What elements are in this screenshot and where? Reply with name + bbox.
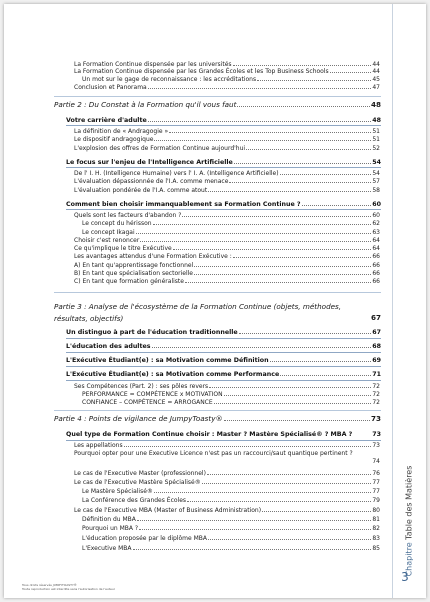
toc-entry-title: Conclusion et Panorama: [74, 84, 147, 91]
page-number: 3: [401, 570, 409, 584]
toc-entry-title: Partie 4 : Points de vigilance de JumpyToasty®: [54, 414, 223, 423]
toc-entry-page: 64: [372, 245, 380, 252]
toc-entry-page: 44: [372, 61, 380, 68]
toc-entry-title: Partie 3 : Analyse de l'écosystème de la Formation Continue (objets, méthodes, résultats, objectifs): [54, 302, 342, 323]
footer-line: Toute reproduction est interdite sans l'autorisation de l'auteur: [22, 586, 115, 591]
toc-entry[interactable]: [74, 507, 380, 514]
toc-leader: [237, 102, 370, 107]
section-divider: [66, 440, 381, 441]
toc-entry-title: Quel type de Formation Continue choisir : Master ? Mastère Spécialisé® ? MBA ?: [66, 431, 353, 438]
toc-entry-title: L'Exécutive Étudiant(e) : sa Motivation comme Performance: [66, 371, 280, 378]
toc-leader: [208, 187, 371, 192]
toc-section-heading[interactable]: [66, 371, 381, 378]
section-divider: [66, 338, 381, 339]
toc-entry-title: Un distinguo à part de l'éducation traditionnelle: [66, 329, 238, 336]
toc-entry[interactable]: [74, 170, 380, 177]
toc-leader: [233, 253, 372, 258]
toc-entry-page: 80: [372, 507, 380, 514]
toc-entry-page: 62: [372, 220, 380, 227]
toc-entry-title: Votre carrière d'adulte: [66, 117, 147, 124]
toc-leader: [229, 178, 371, 183]
toc-entry-title: Le concept du hérisson: [82, 220, 152, 227]
toc-entry-page: 60: [372, 212, 380, 219]
toc-entry[interactable]: [82, 229, 380, 236]
toc-entry-page: 77: [372, 488, 380, 495]
toc-entry[interactable]: [82, 545, 380, 552]
toc-entry-title: Le cas de l'Executive Master (professionnel): [74, 470, 206, 477]
toc-entry-title: L'Executive MBA: [82, 545, 132, 552]
toc-entry-page: 45: [372, 76, 380, 83]
toc-entry[interactable]: [74, 253, 380, 260]
toc-leader: [173, 245, 372, 250]
toc-leader: [194, 270, 371, 275]
toc-leader: [154, 488, 371, 493]
toc-leader: [133, 545, 372, 550]
toc-entry[interactable]: [82, 525, 380, 532]
toc-entry-page: 76: [372, 470, 380, 477]
toc-leader: [257, 76, 371, 81]
toc-entry-page: 81: [372, 516, 380, 523]
toc-leader: [270, 357, 372, 362]
toc-entry-title: Le cas de l'Executive MBA (Master of Business Administration): [74, 507, 262, 514]
toc-leader: [152, 343, 372, 348]
toc-leader: [302, 201, 372, 206]
toc-leader: [234, 159, 371, 164]
toc-entry-page: 63: [372, 229, 380, 236]
toc-entry-title: PERFORMANCE = COMPÉTENCE x MOTIVATION: [82, 391, 223, 398]
toc-entry[interactable]: [74, 470, 380, 477]
toc-leader: [124, 442, 372, 447]
toc-entry-page: 67: [370, 313, 381, 322]
toc-entry-title: Pourquoi un MBA ?: [82, 525, 139, 532]
toc-entry-title: Le dispositif andragogique: [74, 136, 154, 143]
toc-entry-page: 44: [372, 68, 380, 75]
toc-entry-page: 72: [372, 399, 380, 406]
toc-entry-title: Le cas de l'Executive Mastère Spécialisé®: [74, 479, 201, 486]
toc-entry-title: La Formation Continue dispensée par les Grandes Écoles et les Top Business Schools: [74, 68, 329, 75]
toc-leader: [169, 128, 371, 133]
toc-entry-title: L'éducation des adultes: [66, 343, 151, 350]
toc-leader: [224, 391, 372, 396]
toc-section-heading[interactable]: [66, 329, 381, 336]
toc-entry-page: 47: [372, 84, 380, 91]
toc-leader: [194, 262, 371, 267]
copyright-footer: [22, 584, 115, 592]
toc-leader: [154, 136, 371, 141]
toc-entry-title: L'évaluation pondérée de l'I.A. comme atout: [74, 187, 208, 194]
toc-entry-title: CONFIANCE – COMPÉTENCE = ARROGANCE: [82, 399, 213, 406]
toc-entry-page: 66: [372, 270, 380, 277]
toc-leader: [209, 383, 371, 388]
toc-section-heading[interactable]: [66, 117, 381, 124]
section-divider: [66, 366, 381, 367]
toc-entry-page: 52: [372, 145, 380, 152]
toc-entry[interactable]: [82, 391, 380, 398]
toc-entry-title: La Conférence des Grandes Écoles: [82, 497, 187, 504]
table-of-contents: [4, 4, 426, 598]
toc-leader: [280, 371, 371, 376]
toc-leader: [153, 220, 372, 225]
toc-entry-page: 54: [372, 159, 381, 166]
toc-entry-page: 85: [372, 545, 380, 552]
toc-part-heading[interactable]: [54, 415, 381, 422]
toc-entry[interactable]: [82, 497, 380, 504]
toc-entry[interactable]: [74, 84, 380, 91]
toc-leader: [208, 535, 371, 540]
toc-entry[interactable]: [74, 61, 380, 68]
toc-entry-page: 72: [372, 391, 380, 398]
toc-leader: [185, 278, 371, 283]
chapter-title: Table des Matières: [404, 465, 414, 540]
toc-entry[interactable]: [74, 442, 380, 449]
toc-section-heading[interactable]: [66, 159, 381, 166]
toc-entry-page: 51: [372, 136, 380, 143]
toc-entry[interactable]: [74, 128, 380, 135]
toc-entry[interactable]: [74, 278, 380, 285]
toc-leader: [140, 237, 371, 242]
toc-entry-title: De l' I. H. (Intelligence Humaine) vers l' I. A. (Intelligence Artificielle): [74, 170, 279, 177]
part-divider: [54, 410, 381, 411]
toc-entry-page: 74: [372, 458, 380, 465]
toc-leader: [148, 117, 371, 122]
toc-entry-title: A) En tant qu'apprentissage fonctionnel: [74, 262, 194, 269]
toc-entry-page: 64: [372, 237, 380, 244]
chapter-word: Chapitre: [404, 542, 414, 577]
toc-entry[interactable]: [82, 76, 380, 83]
toc-entry-title: Choisir c'est renoncer: [74, 237, 140, 244]
toc-entry-title: Quels sont les facteurs d'abandon ?: [74, 212, 182, 219]
toc-entry-page: 72: [372, 383, 380, 390]
toc-leader: [214, 399, 372, 404]
toc-entry-title: L'explosion des offres de Formation Continue aujourd'hui: [74, 145, 246, 152]
toc-entry-title: Le focus sur l'enjeu de l'Intelligence Artificielle: [66, 159, 233, 166]
toc-leader: [136, 229, 372, 234]
toc-entry-page: 77: [372, 479, 380, 486]
sidebar-divider: [392, 4, 393, 598]
toc-entry-page: 79: [372, 497, 380, 504]
toc-entry[interactable]: [74, 270, 380, 277]
toc-entry-page: 82: [372, 525, 380, 532]
toc-entry[interactable]: [74, 187, 380, 194]
toc-entry[interactable]: [82, 220, 380, 227]
toc-entry-title: C) En tant que formation généraliste: [74, 278, 184, 285]
toc-entry-title: Les avantages attendus d'une Formation Exécutive :: [74, 253, 232, 260]
toc-leader: [137, 516, 371, 521]
toc-entry-title: Un mot sur le gage de reconnaissance : les accréditations: [82, 76, 257, 83]
toc-entry[interactable]: [74, 68, 380, 75]
toc-entry-page: 54: [372, 170, 380, 177]
toc-leader: [262, 507, 371, 512]
toc-entry-title: L'éducation proposée par le diplôme MBA: [82, 535, 207, 542]
toc-entry-title: Ce qu'implique le titre Exécutive: [74, 245, 172, 252]
toc-entry-title: L'évaluation dépassionnée de l'I.A. comme menace: [74, 178, 229, 185]
section-divider: [66, 380, 381, 381]
toc-entry[interactable]: [74, 479, 380, 486]
section-divider: [66, 209, 381, 210]
toc-entry[interactable]: [74, 262, 380, 269]
toc-entry-title: La Formation Continue dispensée par les universités: [74, 61, 232, 68]
toc-entry-page: 57: [372, 178, 380, 185]
toc-entry[interactable]: [82, 399, 380, 406]
toc-leader: [239, 329, 372, 334]
toc-entry-page: 69: [372, 357, 381, 364]
section-divider: [66, 352, 381, 353]
toc-entry-page: 48: [370, 100, 381, 109]
toc-entry-title: Ses Compétences (Part. 2) : ses pôles revers: [74, 383, 209, 390]
toc-entry-page: 73: [370, 414, 381, 423]
toc-entry-title: Comment bien choisir immanquablement sa Formation Continue ?: [66, 201, 301, 208]
toc-leader: [139, 525, 371, 530]
toc-entry-title: Définition du MBA: [82, 516, 136, 523]
toc-entry-page: 67: [372, 329, 381, 336]
toc-entry-title: Le concept Ikagai: [82, 229, 135, 236]
toc-leader: [148, 84, 372, 89]
section-divider: [66, 167, 381, 168]
toc-entry-title: L'Exécutive Étudiant(e) : sa Motivation comme Définition: [66, 357, 269, 364]
toc-entry-page: 68: [372, 343, 381, 350]
toc-section-heading[interactable]: [66, 201, 381, 208]
toc-leader: [202, 479, 372, 484]
section-divider: [66, 125, 381, 126]
toc-entry[interactable]: [74, 237, 380, 244]
toc-entry-title: Les appellations: [74, 442, 123, 449]
toc-entry[interactable]: [82, 535, 380, 542]
toc-section-heading[interactable]: [66, 343, 381, 350]
toc-entry[interactable]: [74, 450, 380, 466]
part-divider: [54, 292, 381, 293]
toc-entry-page: 58: [372, 187, 380, 194]
toc-entry-title: La définition de « Andragogie »: [74, 128, 169, 135]
toc-entry-page: 48: [372, 117, 381, 124]
toc-leader: [330, 68, 372, 73]
chapter-label: [396, 465, 422, 577]
toc-entry-title: Le Mastère Spécialisé®: [82, 488, 153, 495]
toc-entry-page: 66: [372, 262, 380, 269]
toc-entry[interactable]: [74, 136, 380, 143]
toc-entry[interactable]: [74, 212, 380, 219]
footer-line: Tous droits réservés JUMPYTOASTY®: [22, 583, 77, 587]
toc-entry-page: 66: [372, 253, 380, 260]
toc-entry[interactable]: [82, 516, 380, 523]
toc-leader: [280, 170, 372, 175]
toc-leader: [207, 470, 371, 475]
toc-entry-title: B) En tant que spécialisation sectorielle: [74, 270, 193, 277]
toc-section-heading[interactable]: [66, 357, 381, 364]
toc-leader: [233, 61, 372, 66]
toc-entry-page: 73: [372, 431, 381, 438]
toc-entry-page: 60: [372, 201, 381, 208]
toc-leader: [224, 416, 370, 421]
toc-entry-title: Partie 2 : Du Constat à la Formation qu'il vous faut: [54, 100, 237, 109]
toc-entry[interactable]: [74, 145, 380, 152]
toc-entry-page: 71: [372, 371, 381, 378]
toc-section-heading[interactable]: [66, 431, 381, 440]
toc-entry[interactable]: [74, 383, 380, 390]
toc-entry[interactable]: [74, 178, 380, 185]
document-page: [4, 4, 426, 598]
toc-entry[interactable]: [82, 488, 380, 495]
toc-part-heading[interactable]: [54, 301, 381, 323]
toc-entry-page: 51: [372, 128, 380, 135]
toc-entry-page: 66: [372, 278, 380, 285]
toc-leader: [246, 145, 371, 150]
toc-part-heading[interactable]: [54, 101, 381, 108]
part-divider: [54, 96, 381, 97]
toc-leader: [182, 212, 371, 217]
toc-entry-title: Pourquoi opter pour une Executive Licence n'est pas un raccourci/saut quantique pertinent ?: [74, 450, 353, 457]
toc-entry-page: 73: [372, 442, 380, 449]
toc-entry-page: 83: [372, 535, 380, 542]
toc-leader: [187, 497, 371, 502]
toc-entry[interactable]: [74, 245, 380, 252]
